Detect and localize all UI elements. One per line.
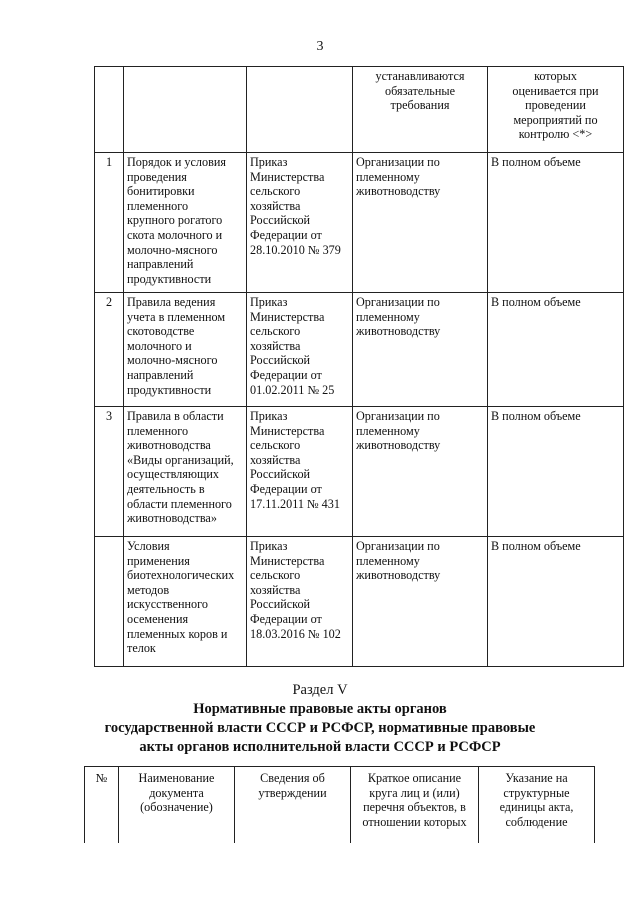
requirements-table-continued <box>94 66 624 667</box>
cell-line: Порядок и условия <box>127 155 226 169</box>
header-cell <box>124 67 247 153</box>
cell-line: племенному <box>356 423 420 438</box>
cell-line: животноводству <box>356 438 441 453</box>
cell-line: направлений <box>127 367 194 382</box>
cell-line: 18.03.2016 № 102 <box>250 626 341 641</box>
header-cell <box>119 767 235 844</box>
cell-line: оценивается при <box>512 83 599 98</box>
cell-line: продуктивности <box>127 382 212 397</box>
cell-line: племенных коров и <box>127 626 228 641</box>
approval-info-cell <box>247 153 353 293</box>
cell-line: сельского <box>250 438 301 453</box>
cell-line: бонитировки <box>127 184 195 199</box>
cell-line: которых <box>534 69 577 83</box>
document-name-cell <box>124 407 247 537</box>
cell-line: Российской <box>250 467 311 482</box>
cell-line: сельского <box>250 184 301 199</box>
cell-line: животноводству <box>356 568 441 583</box>
row-number: 2 <box>95 293 124 407</box>
cell-line: соблюдение <box>505 814 568 829</box>
cell-line: Приказ <box>250 409 288 423</box>
cell-line: племенного <box>127 198 189 213</box>
cell-line: скота молочного и <box>127 227 223 242</box>
cell-line: племенного <box>127 423 189 438</box>
cell-line: Министерства <box>250 309 325 324</box>
cell-line: осуществляющих <box>127 467 219 482</box>
approval-info-cell <box>247 407 353 537</box>
row-number: 3 <box>95 407 124 537</box>
cell-line: телок <box>127 641 156 656</box>
approval-info-cell <box>247 537 353 667</box>
cell-line: животноводства» <box>127 511 217 526</box>
cell-line: Министерства <box>250 423 325 438</box>
row-number <box>95 537 124 667</box>
subjects-cell <box>353 407 488 537</box>
approval-info-cell <box>247 293 353 407</box>
document-name-cell <box>124 537 247 667</box>
cell-line: Российской <box>250 213 311 228</box>
cell-line: методов <box>127 582 170 597</box>
cell-line: осеменения <box>127 611 189 626</box>
section-label: Раздел V <box>292 682 348 698</box>
cell-line: скотоводстве <box>127 324 195 339</box>
cell-line: отношении которых <box>362 814 467 829</box>
document-name-cell <box>124 293 247 407</box>
section-title-line: Нормативные правовые акты органов <box>193 701 447 717</box>
header-cell <box>479 767 595 844</box>
cell-line: области племенного <box>127 496 232 511</box>
cell-line: 17.11.2011 № 431 <box>250 496 340 511</box>
cell-line: животноводству <box>356 324 441 339</box>
cell-line: № <box>95 771 108 785</box>
ussr-rsfsr-acts-table <box>84 766 595 843</box>
cell-line: единицы акта, <box>499 800 574 815</box>
cell-line: 01.02.2011 № 25 <box>250 382 335 397</box>
cell-line: крупного рогатого <box>127 213 223 228</box>
cell-line: Российской <box>250 597 311 612</box>
section-v-heading <box>0 681 640 757</box>
table-row <box>95 407 624 537</box>
cell-line: Наименование <box>138 771 215 785</box>
cell-line: круга лиц и (или) <box>369 785 460 800</box>
cell-line: Министерства <box>250 169 325 184</box>
cell-line: Правила ведения <box>127 295 216 309</box>
cell-line: Приказ <box>250 539 288 553</box>
cell-line: утверждении <box>258 785 327 800</box>
subjects-cell <box>353 537 488 667</box>
table-row <box>95 537 624 667</box>
cell-line: Краткое описание <box>367 771 462 785</box>
header-cell <box>247 67 353 153</box>
cell-line: учета в племенном <box>127 309 226 324</box>
subjects-cell <box>353 153 488 293</box>
cell-line: Федерации от <box>250 611 322 626</box>
cell-line: сельского <box>250 568 301 583</box>
cell-line: продуктивности <box>127 271 212 286</box>
cell-line: Федерации от <box>250 481 322 496</box>
header-cell <box>85 767 119 844</box>
section-title-line: акты органов исполнительной власти СССР и РСФСР <box>139 739 501 755</box>
header-cell <box>351 767 479 844</box>
cell-line: Министерства <box>250 553 325 568</box>
cell-line: Организации по <box>356 539 440 553</box>
cell-line: племенному <box>356 169 420 184</box>
cell-line: Федерации от <box>250 367 322 382</box>
row-number: 1 <box>95 153 124 293</box>
cell-line: племенному <box>356 309 420 324</box>
header-cell <box>95 67 124 153</box>
cell-line: Указание на <box>505 771 568 785</box>
cell-line: «Виды организаций, <box>127 452 234 467</box>
cell-line: Организации по <box>356 155 440 169</box>
cell-line: молочного и <box>127 338 192 353</box>
table-header-row <box>95 67 624 153</box>
document-name-cell <box>124 153 247 293</box>
cell-line: животноводству <box>356 184 441 199</box>
cell-line: Приказ <box>250 295 288 309</box>
cell-line: 28.10.2010 № 379 <box>250 242 341 257</box>
cell-line: племенному <box>356 553 420 568</box>
cell-line: Приказ <box>250 155 288 169</box>
cell-line: мероприятий по <box>513 112 598 127</box>
cell-line: (обозначение) <box>140 800 213 815</box>
cell-line: структурные <box>503 785 570 800</box>
table-row <box>95 293 624 407</box>
cell-line: проведения <box>127 169 187 184</box>
cell-line: Организации по <box>356 295 440 309</box>
cell-line: Правила в области <box>127 409 224 423</box>
scope-cell: В полном объеме <box>488 153 624 293</box>
cell-line: молочно-мясного <box>127 242 218 257</box>
cell-line: контролю <*> <box>518 127 593 142</box>
cell-line: Условия <box>127 539 170 553</box>
scope-cell: В полном объеме <box>488 537 624 667</box>
subjects-cell <box>353 293 488 407</box>
cell-line: Федерации от <box>250 227 322 242</box>
header-cell <box>235 767 351 844</box>
header-cell <box>488 67 624 153</box>
cell-line: молочно-мясного <box>127 353 218 368</box>
cell-line: хозяйства <box>250 452 301 467</box>
page-number: 3 <box>316 39 324 54</box>
cell-line: биотехнологических <box>127 568 235 583</box>
cell-line: деятельность в <box>127 481 205 496</box>
cell-line: хозяйства <box>250 198 301 213</box>
cell-line: проведении <box>525 98 586 113</box>
cell-line: перечня объектов, в <box>363 800 466 815</box>
cell-line: хозяйства <box>250 338 301 353</box>
cell-line: документа <box>149 785 204 800</box>
cell-line: применения <box>127 553 190 568</box>
table-header-row <box>85 767 595 844</box>
cell-line: направлений <box>127 257 194 272</box>
cell-line: сельского <box>250 324 301 339</box>
cell-line: требования <box>390 98 450 113</box>
cell-line: искусственного <box>127 597 208 612</box>
header-cell <box>353 67 488 153</box>
cell-line: Организации по <box>356 409 440 423</box>
cell-line: обязательные <box>384 83 455 98</box>
table-row <box>95 153 624 293</box>
scope-cell: В полном объеме <box>488 407 624 537</box>
cell-line: Российской <box>250 353 311 368</box>
cell-line: устанавливаются <box>375 69 465 83</box>
cell-line: хозяйства <box>250 582 301 597</box>
scope-cell: В полном объеме <box>488 293 624 407</box>
cell-line: Сведения об <box>260 771 325 785</box>
cell-line: животноводства <box>127 438 211 453</box>
section-title-line: государственной власти СССР и РСФСР, нормативные правовые <box>104 720 536 736</box>
